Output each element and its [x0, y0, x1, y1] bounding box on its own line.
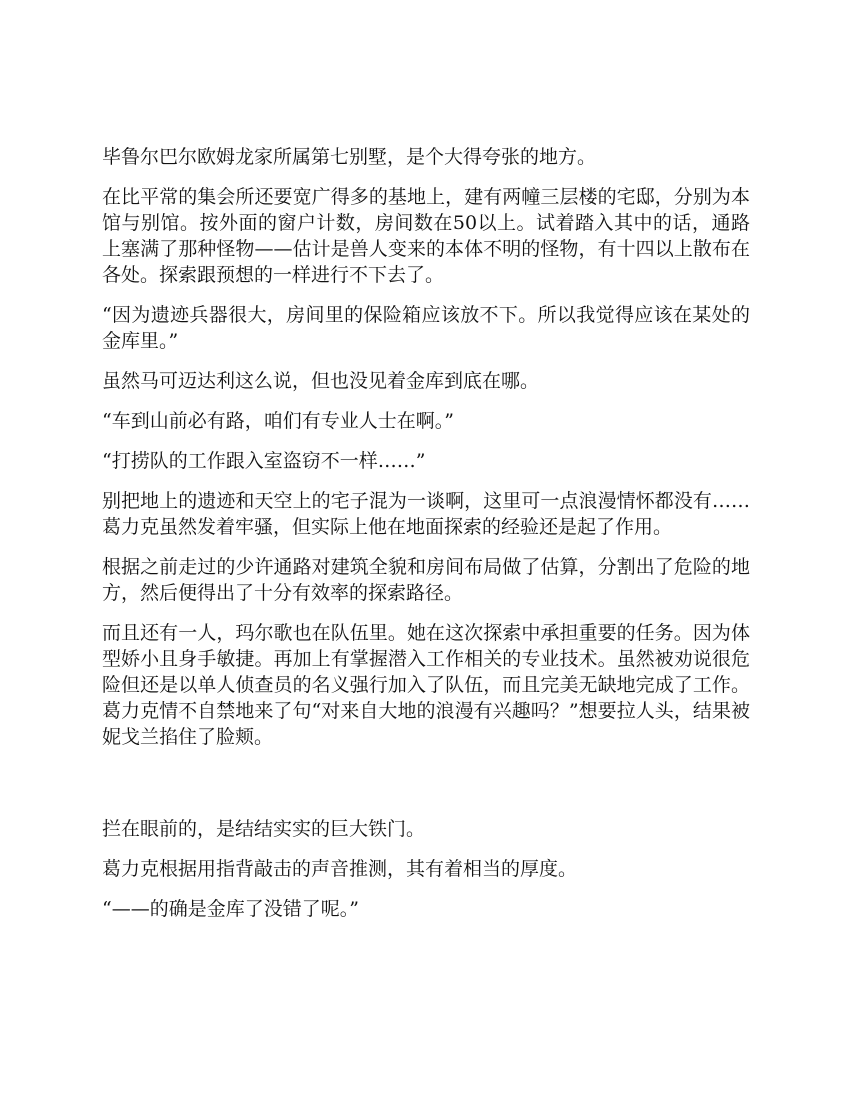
paragraph: 别把地上的遗迹和天空上的宅子混为一谈啊，这里可一点浪漫情怀都没有……葛力克虽然发着牢骚，但实际上他在地面探索的经验还是起了作用。 [102, 490, 750, 538]
paragraph: “——的确是金库了没错了呢。” [102, 898, 359, 920]
paragraph: “因为遗迹兵器很大，房间里的保险箱应该放不下。所以我觉得应该在某处的金库里。” [102, 304, 750, 352]
paragraph: 虽然马可迈达利这么说，但也没见着金库到底在哪。 [102, 370, 540, 392]
paragraph: “车到山前必有路，咱们有专业人士在啊。” [102, 410, 454, 432]
document-page [102, 144, 750, 936]
paragraph: 葛力克根据用指背敲击的声音推测，其有着相当的厚度。 [102, 858, 578, 880]
paragraph: 在比平常的集会所还要宽广得多的基地上，建有两幢三层楼的宅邸，分别为本馆与别馆。按外面的窗户计数，房间数在50以上。试着踏入其中的话，通路上塞满了那种怪物——估计是兽人变来的本体不明的怪物，有十四以上散布在各处。探索跟预想的一样进行不下去了。 [102, 186, 750, 286]
paragraph: 毕鲁尔巴尔欧姆龙家所属第七别墅，是个大得夸张的地方。 [102, 146, 597, 168]
paragraph: “打捞队的工作跟入室盗窃不一样……” [102, 450, 426, 472]
paragraph: 拦在眼前的，是结结实实的巨大铁门。 [102, 818, 426, 840]
paragraph: 根据之前走过的少许通路对建筑全貌和房间布局做了估算，分割出了危险的地方，然后便得出了十分有效率的探索路径。 [102, 556, 750, 604]
paragraph: 而且还有一人，玛尔歌也在队伍里。她在这次探索中承担重要的任务。因为体型娇小且身手敏捷。再加上有掌握潜入工作相关的专业技术。虽然被劝说很危险但还是以单人侦查员的名义强行加入了队伍，而且完美无缺地完成了工作。葛力克情不自禁地来了句“对来自大地的浪漫有兴趣吗？”想要拉人头，结果被妮戈兰掐住了脸颊。 [102, 622, 750, 748]
section-break [102, 764, 750, 816]
